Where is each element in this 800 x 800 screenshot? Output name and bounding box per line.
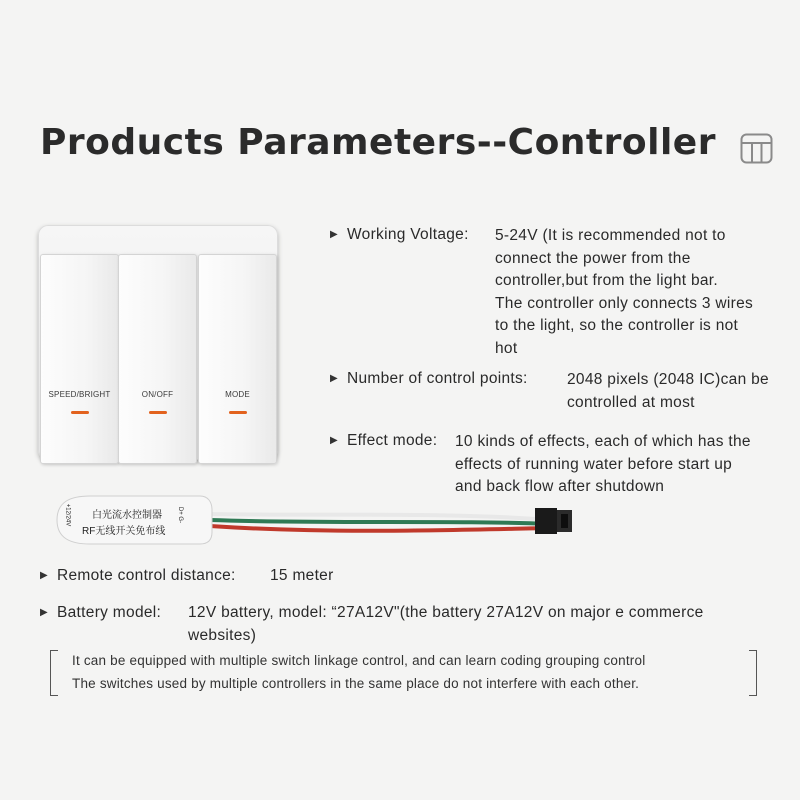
switch-key-onoff [118,254,197,464]
param-value [567,369,797,414]
param-value-line: controller,but from the light bar. [495,272,719,289]
param-value [455,431,785,499]
param-value-line: 10 kinds of effects, each of which has the [455,433,751,450]
switch-key-mode [198,254,277,464]
param-value-line: hot [495,339,518,357]
param-label: Battery model: [57,604,162,621]
param-value-line: controlled at most [567,393,695,411]
module-label-line1: 白光流水控制器 [92,510,162,521]
param-value: 15 meter [270,567,334,584]
led-indicator [149,411,167,414]
note-line: It can be equipped with multiple switch linkage control, and can learn coding grouping control [72,653,646,668]
triangle-bullet-icon: ▶ [40,607,48,618]
bracket-left [50,650,58,696]
grid-panel-icon [740,133,773,164]
triangle-bullet-icon: ▶ [330,229,338,240]
param-value-line: 5-24V (It is recommended not to [495,227,726,244]
wall-switch-panel [38,225,278,460]
triangle-bullet-icon: ▶ [330,435,338,446]
module-side-left: +12/24V [64,503,71,527]
switch-key-label: SPEED/BRIGHT [48,390,111,399]
switch-key-speed [40,254,119,464]
switch-key-label: MODE [225,390,250,399]
note-line: The switches used by multiple controllers in the same place do not interfere with each other. [72,676,640,691]
param-label: Effect mode: [347,432,438,449]
param-value [188,602,768,647]
switch-key-label: ON/OFF [141,390,174,399]
led-indicator [71,411,89,414]
param-value-line: and back flow after shutdown [455,478,665,495]
page-title: Products Parameters--Controller [40,122,716,163]
notes-bracket [50,650,757,694]
param-value-line: connect the power from the [495,249,691,267]
param-value-line: to the light, so the controller is not [495,317,739,334]
param-value-line: websites) [188,626,257,644]
bracket-right [749,650,757,696]
param-value-line: 2048 pixels (2048 IC)can be [567,371,769,388]
param-value-line: effects of running water before start up [455,455,733,473]
triangle-bullet-icon: ▶ [330,373,338,384]
param-value [495,225,795,360]
param-value-line: The controller only connects 3 wires [495,294,754,312]
module-label-line2: RF无线开关免布线 [82,526,166,537]
module-side-right: D+ G- [177,506,184,524]
param-label: Number of control points: [347,370,528,387]
triangle-bullet-icon: ▶ [40,570,48,581]
param-label: Working Voltage: [347,226,469,243]
param-label: Remote control distance: [57,567,236,584]
param-value-line: 12V battery, model: “27A12V"(the battery 27A12V on major e commerce [188,604,704,621]
led-indicator [229,411,247,414]
